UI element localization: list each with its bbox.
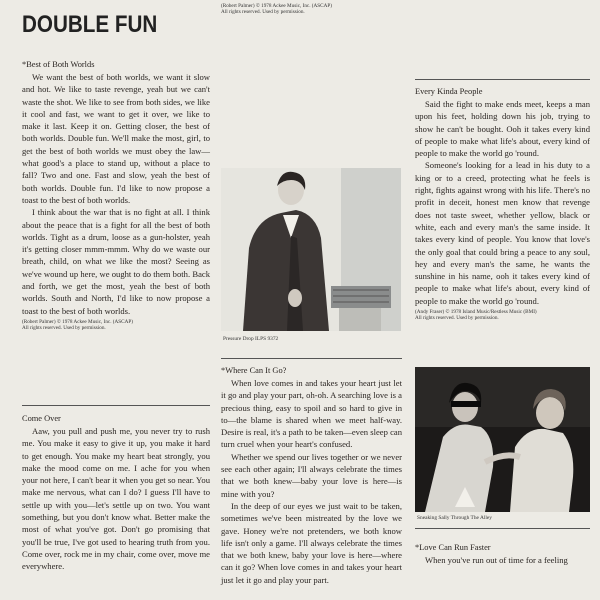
lyrics-paragraph: We want the best of both worlds, we want it slow and hot. We like to taste revenge, yeah but we can't waste the shot. We like to see from both sides, we like it cool and fast, we want to get it over, we like to make it last. Keep it on. Getting closer, the best of both worlds. Double fun. We'll make the most, girl, to get the best of both worlds we must obey the law—what good's a place to stand up, without a place to fall? Two and one. Fast and slow, yeah the best of both worlds. Double fun. I'd like to now propose a toast to the best of both worlds.: [22, 72, 210, 205]
song-rights: All rights reserved. Used by permission.: [221, 8, 305, 15]
song-where-can-it-go-continued: [415, 0, 590, 76]
photo-caption: Pressure Drop ILPS 9372: [223, 336, 279, 342]
lyrics-paragraph: I think about the war that is no fight at all. I think about the peace that is a fight for all the best of both worlds. Tight as a drum, loose as a gun-holster, yeah it's getting closer mmm-mmm. Why do we waste our breath, child, on what we like the most? Seeing as we've wound up here, we ought to do them both. Back and forth, we get the most, yeah the best of both worlds. South and North, I'd like to now propose a toast to the best of both worlds.: [22, 207, 210, 316]
section-divider: [221, 358, 402, 359]
section-divider: [22, 405, 210, 406]
song-title: *Love Can Run Faster: [415, 543, 491, 552]
song-credit: (Robert Palmer) © 1978 Ackee Music, Inc. (ASCAP): [22, 318, 133, 325]
album-photo-sneaking-sally: [415, 367, 590, 512]
section-divider: [415, 79, 590, 80]
lyrics-paragraph: Aaw, you pull and push me, you never try to rush me. You make it easy to give it up, you make it hard to get enough. You make my heart beat strongly, you make the mood come on me. I ache for you when your not here, I can't bear it when you get so near. You make me nervous, what can I do? I guess I'll have to settle up with you—let's settle up on two. You want something, but you don't know what. Better make the most of what you've got. Don't go promising that you'll be true, I've got used to hearing truth from you. Come over, rock me in my chair, come over, move me everywhere.: [22, 426, 210, 572]
song-credit: (Robert Palmer) © 1978 Ackee Music, Inc. (ASCAP): [221, 2, 332, 9]
song-rights: All rights reserved. Used by permission.: [415, 315, 499, 322]
section-divider: [415, 528, 590, 529]
song-come-over-continued: [221, 0, 402, 168]
page-title: DOUBLE FUN: [22, 11, 158, 38]
lyrics-paragraph: Someone's looking for a lead in his duty to a king or to a creed, protecting what he feels is right, fights against wrong with his life. There's no profit in deceit, honest men know that revenge does not taste sweet, whether yellow, black or white, each and every man's the same inside. It takes every kind of people. You know that love's the only goal that could bring a peace to any soul, hey and every man's the same, he wants the sunshine in his name, ooh it takes every kind of people to make what life's about, every kind of people to make the world go 'round.: [415, 160, 590, 306]
lyrics-paragraph: Said the fight to make ends meet, keeps a man upon his feet, holding down his job, trying to show he can't be bought. Ooh it takes every kind of people to make what life's about, every kind of people to make the world go 'round.: [415, 99, 590, 159]
song-title: *Where Can It Go?: [221, 366, 287, 375]
song-credit: (Andy Fraser) © 1978 Island Music/Restless Music (BMI): [415, 309, 537, 316]
song-best-of-both-worlds: [22, 60, 210, 331]
song-title: Come Over: [22, 414, 61, 423]
song-come-over: [22, 414, 210, 573]
song-every-kinda-people: [415, 87, 590, 321]
song-rights: All rights reserved. Used by permission.: [22, 325, 106, 332]
song-title: Every Kinda People: [415, 87, 483, 96]
lyrics-paragraph: In the deep of our eyes we just wait to be taken, sometimes we've been mistreated by the love we gave. Honey we're not pretenders, we both know life isn't only a game. I'll always celebrate the times that we both knew, baby your love is here—where can it go? When love comes in and takes your heart just let it go and play your part.: [221, 500, 402, 585]
song-title: *Best of Both Worlds: [22, 60, 95, 69]
song-love-can-run-faster: [415, 543, 590, 566]
album-photo-pressure-drop: [221, 168, 401, 331]
lyrics-paragraph: When love comes in and takes your heart just let it go and play your part, oh-oh. A searching love is a precious thing, easy to spoil and so hard to give in to—the blame is shared when we meet half-way. Desire is real, it's a path to be taken—even sleep can turn cruel when your heart's confused.: [221, 378, 402, 450]
song-where-can-it-go: [221, 366, 402, 586]
lyrics-paragraph: Whether we spend our lives together or we never see each other again; I'll always celebrate the times that we both knew—baby your love is here—is mine with you?: [221, 451, 402, 499]
lyrics-paragraph: When you've run out of time for a feeling: [425, 555, 568, 565]
photo-caption: Sneaking Sally Through The Alley: [417, 515, 492, 521]
lyrics-paragraph: [221, 0, 402, 1]
